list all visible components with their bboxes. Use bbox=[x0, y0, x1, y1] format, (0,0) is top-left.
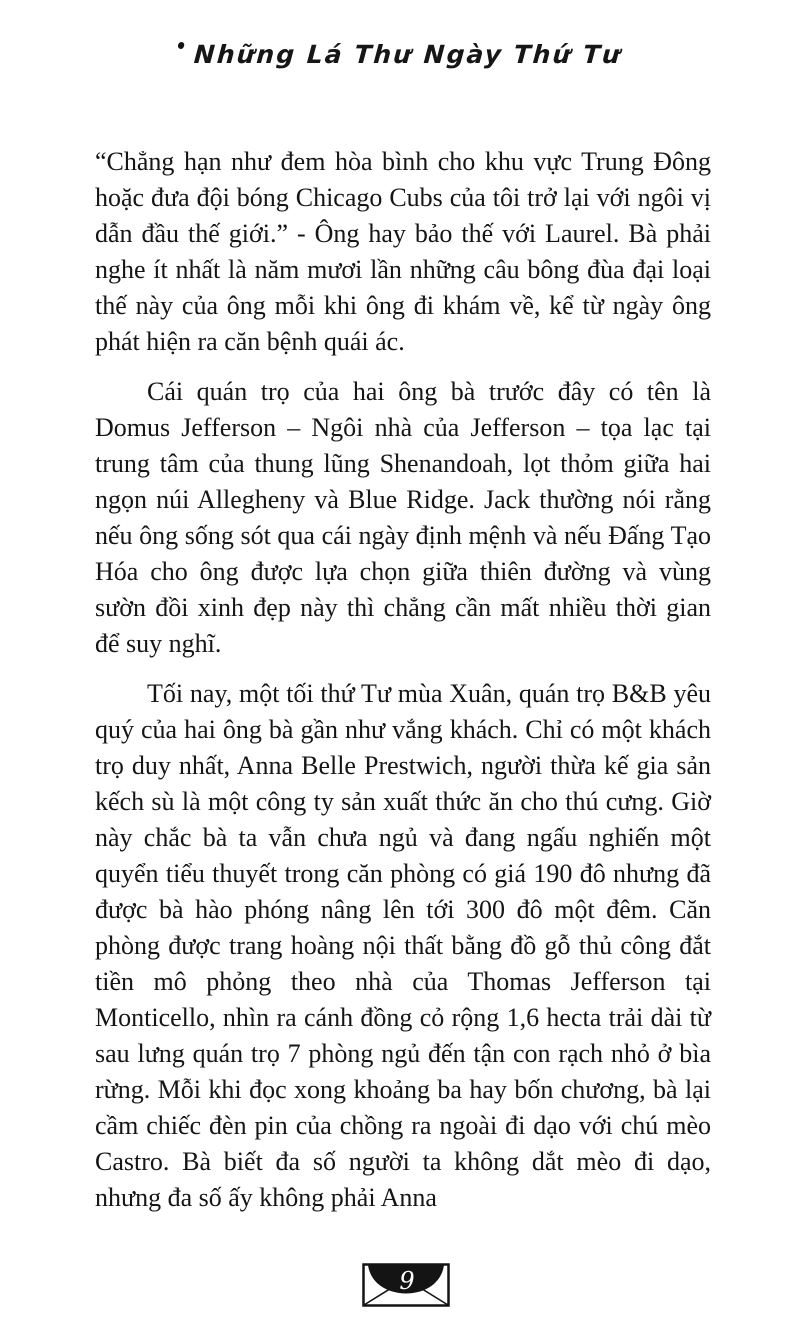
page-footer bbox=[362, 1263, 450, 1307]
page-number: 9 bbox=[399, 1267, 415, 1295]
paragraph: “Chẳng hạn như đem hòa bình cho khu vực Trung Đông hoặc đưa đội bóng Chicago Cubs của tôi trở lại với ngôi vị dẫn đầu thế giới.” - Ông hay bảo thế với Laurel. Bà phải nghe ít nhất là năm mươi lần những câu bông đùa đại loại thế này của ông mỗi khi ông đi khám về, kể từ ngày ông phát hiện ra căn bệnh quái ác. bbox=[95, 147, 711, 356]
page-body bbox=[95, 144, 711, 1230]
page-title: Những Lá Thư Ngày Thứ Tư bbox=[193, 40, 623, 69]
paragraph: Tối nay, một tối thứ Tư mùa Xuân, quán trọ B&B yêu quý của hai ông bà gần như vắng khách. Chỉ có một khách trọ duy nhất, Anna Belle Prestwich, người thừa kế gia sản kếch sù là một công ty sản xuất thức ăn cho thú cưng. Giờ này chắc bà ta vẫn chưa ngủ và đang ngấu nghiến một quyển tiểu thuyết trong căn phòng có giá 190 đô nhưng đã được bà hào phóng nâng lên tới 300 đô một đêm. Căn phòng được trang hoàng nội thất bằng đồ gỗ thủ công đắt tiền mô phỏng theo nhà của Thomas Jefferson tại Monticello, nhìn ra cánh đồng cỏ rộng 1,6 hecta trải dài từ sau lưng quán trọ 7 phòng ngủ đến tận con rạch nhỏ ở bìa rừng. Mỗi khi đọc xong khoảng ba hay bốn chương, bà lại cầm chiếc đèn pin của chồng ra ngoài đi dạo với chú mèo Castro. Bà biết đa số người ta không dắt mèo đi dạo, nhưng đa số ấy không phải Anna bbox=[95, 679, 711, 1212]
running-header bbox=[0, 40, 800, 69]
ink-dot-mark bbox=[177, 41, 185, 50]
paragraph: Cái quán trọ của hai ông bà trước đây có tên là Domus Jefferson – Ngôi nhà của Jefferson – tọa lạc tại trung tâm của thung lũng Shenandoah, lọt thỏm giữa hai ngọn núi Allegheny và Blue Ridge. Jack thường nói rằng nếu ông sống sót qua cái ngày định mệnh và nếu Đấng Tạo Hóa cho ông được lựa chọn giữa thiên đường và vùng sườn đồi xinh đẹp này thì chẳng cần mất nhiều thời gian để suy nghĩ. bbox=[95, 377, 711, 658]
envelope-icon bbox=[362, 1263, 450, 1307]
